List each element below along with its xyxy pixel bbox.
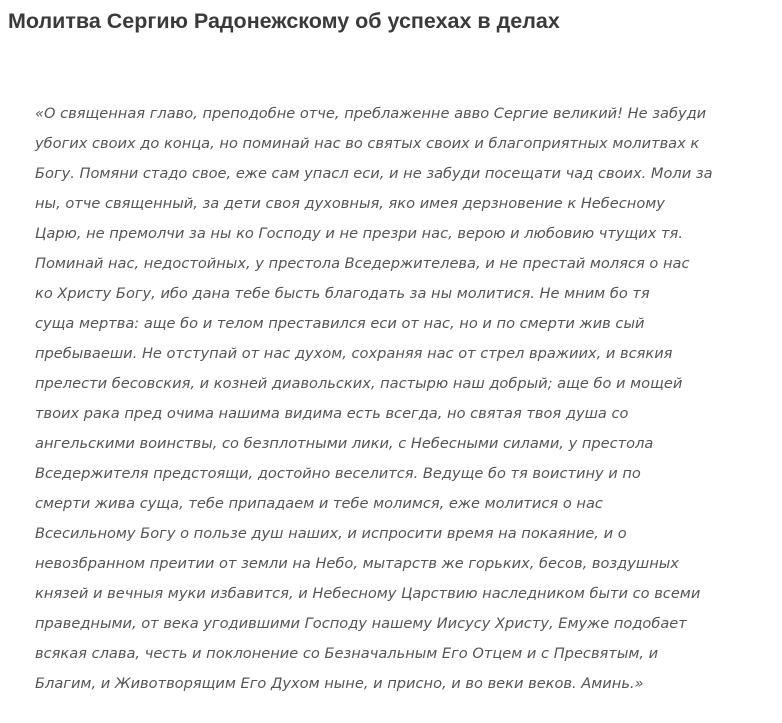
prayer-line: Всесильному Богу о пользе душ наших, и испросити время на покаяние, и о [35, 525, 627, 542]
prayer-line: Богу. Помяни стадо свое, еже сам упасл еси, и не забуди посещати чад своих. Моли за [35, 165, 713, 182]
page-title: Молитва Сергию Радонежскому об успехах в делах [8, 9, 560, 33]
prayer-line: пребываеши. Не отступай от нас духом, сохраняя нас от стрел вражиих, и всякия [35, 345, 673, 362]
prayer-line: ангельскими воинствы, со безплотными лики, с Небесными силами, у престола [35, 435, 654, 452]
prayer-line: «О священная главо, преподобне отче, преблаженне авво Сергие великий! Не забуди [35, 105, 707, 122]
prayer-line: праведными, от века угодившими Господу нашему Иисусу Христу, Емуже подобает [35, 615, 687, 632]
prayer-text [35, 99, 765, 699]
prayer-line: смерти жива суща, тебе припадаем и тебе молимся, еже молитися о нас [35, 495, 603, 512]
prayer-line: князей и вечныя муки избавится, и Небесному Царствию наследником быти со всеми [35, 585, 701, 602]
prayer-line: Благим, и Животворящим Его Духом ныне, и присно, и во веки веков. Аминь.» [35, 675, 644, 692]
prayer-line: убогих своих до конца, но поминай нас во святых своих и благоприятных молитвах к [35, 135, 700, 152]
prayer-line: Поминай нас, недостойных, у престола Вседержителева, и не престай моляся о нас [35, 255, 690, 272]
prayer-line: Царю, не премолчи за ны ко Господу и не презри нас, верою и любовию чтущих тя. [35, 225, 683, 242]
prayer-line: ны, отче священный, за дети своя духовныя, яко имея дерзновение к Небесному [35, 195, 665, 212]
prayer-line: твоих рака пред очима нашима видима есть всегда, но святая твоя душа со [35, 405, 629, 422]
prayer-line: невозбранном преитии от земли на Небо, мытарств же горьких, бесов, воздушных [35, 555, 679, 572]
prayer-line: Вседержителя предстоящи, достойно веселится. Ведуще бо тя воистину и по [35, 465, 641, 482]
prayer-line: суща мертва: аще бо и телом преставился еси от нас, но и по смерти жив сый [35, 315, 645, 332]
prayer-line: прелести бесовския, и козней диавольских, пастырю наш добрый; аще бо и мощей [35, 375, 683, 392]
prayer-line: всякая слава, честь и поклонение со Безначальным Его Отцем и с Пресвятым, и [35, 645, 659, 662]
prayer-line: ко Христу Богу, ибо дана тебе бысть благодать за ны молитися. Не мним бо тя [35, 285, 650, 302]
